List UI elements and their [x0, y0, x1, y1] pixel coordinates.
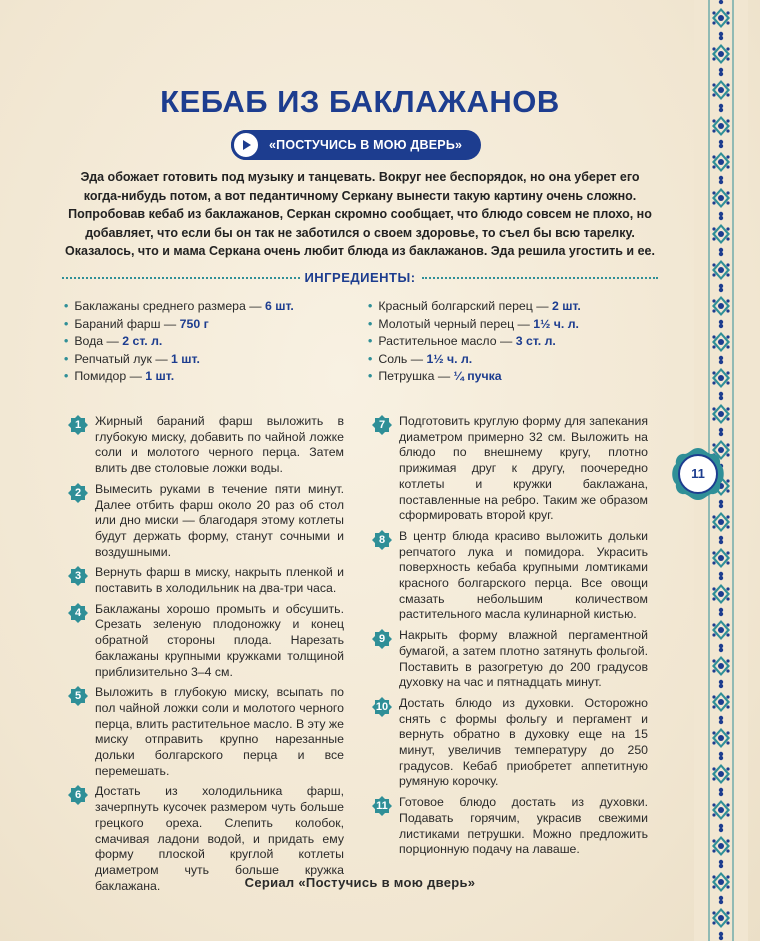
step-item	[68, 602, 344, 681]
ingredient-name: Растительное масло —	[378, 334, 516, 349]
step-number: 8	[378, 533, 386, 546]
ingredient-quantity: 2 шт.	[551, 299, 581, 313]
step-number: 3	[74, 570, 82, 583]
step-number: 11	[376, 800, 388, 813]
ingredient-item	[64, 368, 354, 386]
step-number-badge	[68, 415, 88, 435]
ingredient-item	[368, 368, 658, 386]
step-item	[372, 529, 648, 623]
step-item	[68, 565, 344, 596]
step-item	[372, 628, 648, 691]
ingredient-item	[368, 298, 658, 316]
bullet-icon: •	[368, 351, 373, 366]
ingredient-item	[64, 316, 354, 334]
step-number: 1	[74, 419, 82, 431]
divider-right	[422, 277, 658, 279]
ingredient-quantity: 1½ ч. л.	[533, 316, 579, 331]
step-number: 4	[74, 606, 82, 619]
bullet-icon: •	[368, 316, 373, 331]
step-number: 5	[74, 690, 82, 703]
footer-caption: Сериал «Постучись в мою дверь»	[244, 875, 476, 890]
step-number-badge	[372, 697, 392, 717]
ingredient-quantity: 3 ст. л.	[515, 334, 556, 349]
bullet-icon: •	[64, 316, 69, 331]
step-text: Жирный бараний фарш выложить в глубокую миску, добавить по чайной ложке соли и молотого черного перца. Затем влить две столовые ложки воды.	[95, 414, 344, 476]
step-number: 10	[375, 700, 389, 713]
ingredient-item	[64, 351, 354, 369]
ingredient-name: Молотый черный перец —	[378, 316, 534, 331]
ingredient-name: Соль —	[378, 351, 427, 366]
ingredient-name: Репчатый лук —	[74, 351, 172, 366]
ingredient-name: Петрушка —	[378, 369, 454, 384]
bullet-icon: •	[64, 369, 69, 384]
ingredient-quantity: 6 шт.	[264, 299, 294, 313]
ingredient-name: Баклажаны среднего размера —	[74, 299, 265, 313]
step-number: 2	[74, 486, 82, 499]
step-text: Подготовить круглую форму для запекания диаметром примерно 32 см. Выложить на блюдо по внешнему кругу, плотно прижимая друг к другу, поочередно котлеты и кружки баклажана, поставленные на ребро. Таким же образом сформировать второй круг.	[399, 414, 648, 523]
step-text: Достать блюдо из духовки. Осторожно снять с формы фольгу и пергамент и вернуть обратно в духовку еще на 15 минут, увеличив температуру до 250 градусов. Кебаб приобретет аппетитную румяную корочку.	[399, 695, 648, 789]
page-number-badge	[668, 446, 728, 502]
step-text: В центр блюда красиво выложить дольки репчатого лука и помидора. Украсить поверхность кебаба крупными ломтиками красного болгарского перца. Все овощи смазать небольшим количеством растительного масла кулинарной кистью.	[399, 528, 648, 622]
intro-paragraph: Эда обожает готовить под музыку и танцевать. Вокруг нее беспорядок, но она уберет его когда-нибудь потом, а вот педантичному Серкану вынести такую картину очень сложно. Попробовав кебаб из баклажанов, Серкан скромно сообщает, что блюдо совсем не плохо, но добавляет, что если бы он так не заботился о своем здоровье, то съел бы всю тарелку. Оказалось, что и мама Серкана очень любит блюда из баклажанов. Эда решила угостить и ее.	[65, 170, 655, 259]
ingredient-quantity: 750 г	[179, 316, 209, 331]
ingredient-item	[64, 333, 354, 351]
step-item	[372, 414, 648, 524]
ingredient-quantity: 1 шт.	[171, 351, 200, 366]
step-text: Баклажаны хорошо промыть и обсушить. Срезать зеленую плодоножку и конец обратной стороны плода. Нарезать баклажаны крупными кружками толщиной приблизительно 3–4 см.	[95, 601, 344, 679]
step-item	[68, 685, 344, 779]
step-item	[68, 414, 344, 477]
steps-column-right	[372, 414, 648, 863]
step-item	[372, 696, 648, 790]
step-text: Выложить в глубокую миску, всыпать по пол чайной ложки соли и молотого черного перца, влить растительное масло. В эту же миску отправить крупно нарезанные дольки болгарского перца и все перемешать.	[95, 685, 344, 778]
ingredients-header	[62, 270, 658, 286]
step-number: 7	[378, 419, 386, 431]
step-text: Достать из холодильника фарш, зачерпнуть кусочек размером чуть больше грецкого ореха. Слепить колобок, смачивая ладони водой, и придать ему форму плоской круглой котлеты диаметром чуть больше кружка баклажана.	[95, 784, 344, 893]
step-text: Готовое блюдо достать из духовки. Подавать горячим, украсив свежими листиками петрушки. Можно предложить порционную подачу на лаваше.	[399, 795, 648, 857]
bullet-icon: •	[368, 334, 373, 349]
step-number-badge	[68, 603, 88, 623]
ingredient-quantity: ¼ пучка	[453, 369, 502, 384]
bullet-icon: •	[368, 369, 373, 384]
ingredients-title: ИНГРЕДИЕНТЫ:	[304, 270, 416, 285]
step-text: Вымесить руками в течение пяти минут. Далее отбить фарш около 20 раз об стол или дно миски — благодаря этому котлеты будут держать форму, станут сочными и воздушными.	[95, 481, 344, 559]
bullet-icon: •	[64, 351, 69, 366]
step-item	[372, 795, 648, 858]
ingredient-name: Красный болгарский перец —	[378, 299, 552, 313]
step-number-badge	[68, 566, 88, 586]
step-number-badge	[372, 530, 392, 550]
step-number-badge	[372, 415, 392, 435]
step-number-badge	[68, 785, 88, 805]
ingredient-item	[368, 316, 658, 334]
bullet-icon: •	[368, 299, 373, 313]
step-number-badge	[68, 483, 88, 503]
ingredient-name: Бараний фарш —	[74, 316, 180, 331]
ingredient-item	[64, 298, 354, 316]
steps-column-left	[68, 414, 344, 899]
bullet-icon: •	[64, 334, 69, 349]
series-badge-label: «ПОСТУЧИСЬ В МОЮ ДВЕРЬ»	[269, 138, 463, 152]
page-number: 11	[691, 466, 705, 481]
step-number-badge	[372, 796, 392, 816]
step-text: Вернуть фарш в миску, накрыть пленкой и поставить в холодильник на два-три часа.	[95, 565, 344, 596]
ingredient-item	[368, 333, 658, 351]
step-number: 9	[378, 633, 386, 646]
ingredient-quantity: 2 ст. л.	[122, 334, 163, 349]
step-number-badge	[68, 686, 88, 706]
step-number-badge	[372, 629, 392, 649]
ingredient-name: Помидор —	[74, 369, 146, 384]
play-icon	[231, 130, 261, 160]
series-badge[interactable]	[231, 130, 481, 160]
step-number: 6	[74, 789, 82, 802]
ingredient-item	[368, 351, 658, 369]
ingredient-name: Вода —	[74, 334, 123, 349]
step-item	[68, 482, 344, 561]
step-text: Накрыть форму влажной пергаментной бумагой, а затем плотно затянуть фольгой. Поставить в разогретую до 200 градусов духовку на час и пятнадцать минут.	[399, 628, 648, 690]
ingredient-quantity: 1 шт.	[145, 369, 175, 384]
recipe-title: КЕБАБ ИЗ БАКЛАЖАНОВ	[160, 84, 560, 119]
bullet-icon: •	[64, 299, 69, 313]
ingredient-quantity: 1½ ч. л.	[426, 351, 473, 366]
ingredients-list-right	[368, 298, 658, 386]
ingredients-list-left	[64, 298, 354, 386]
